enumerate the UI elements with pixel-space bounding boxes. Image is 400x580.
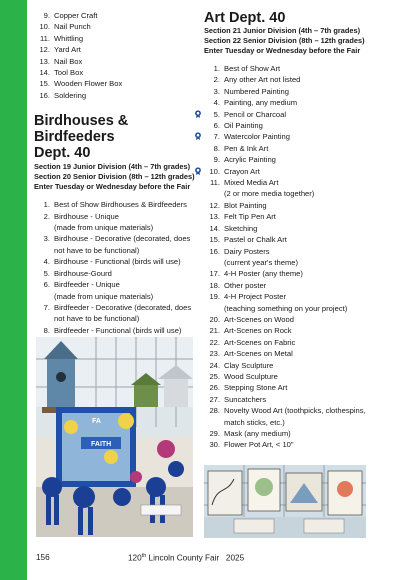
list-item-number: 17.	[209, 269, 220, 279]
list-item-text: Soldering	[54, 90, 87, 100]
list-item	[34, 291, 196, 302]
list-item-text: Flower Pot Art, < 10"	[224, 440, 294, 450]
list-item-number: 10.	[209, 166, 220, 176]
list-item	[34, 313, 196, 324]
list-item-text: Birdhouse - Decorative (decorated, does	[54, 234, 191, 244]
birdhouses-entry-note: Enter Tuesday or Wednesday before the Fair	[34, 182, 191, 192]
list-item-number: 22.	[209, 337, 220, 347]
list-item-number: 1.	[43, 200, 50, 210]
list-item	[204, 325, 394, 336]
list-item-text: Birdfeeder - Decorative (decorated, does	[54, 302, 192, 312]
list-item-text: Yard Art	[54, 45, 81, 55]
list-item-number: 3.	[213, 86, 220, 96]
list-item	[204, 439, 394, 450]
list-item	[204, 154, 394, 165]
list-item-text: (current year's theme)	[224, 257, 299, 267]
list-item-number: 4.	[213, 98, 220, 108]
list-item-text: Birdhouse - Functional (birds will use)	[54, 257, 181, 267]
list-item-number	[34, 222, 54, 233]
list-item-text: Stepping Stone Art	[224, 383, 288, 393]
list-item	[204, 120, 394, 131]
list-item	[204, 337, 394, 348]
list-item-text: Clay Sculpture	[224, 360, 274, 370]
list-item	[204, 86, 394, 97]
list-item	[204, 246, 394, 257]
list-item-text: Wooden Flower Box	[54, 79, 123, 89]
list-item-number	[204, 417, 224, 428]
list-item-number: 5.	[213, 109, 220, 119]
list-item-number: 14.	[39, 68, 50, 78]
list-item	[204, 268, 394, 279]
list-item	[34, 199, 196, 210]
list-item-text: Dairy Posters	[224, 246, 270, 256]
art-entry-note: Enter Tuesday or Wednesday before the Fair	[204, 46, 361, 55]
list-item-number: 25.	[209, 371, 220, 381]
list-item-number: 27.	[209, 394, 220, 404]
list-item-text: Blot Painting	[224, 200, 267, 210]
list-item	[34, 90, 196, 101]
list-item-text: Art-Scenes on Metal	[224, 349, 293, 359]
list-item	[204, 211, 394, 222]
list-item	[34, 21, 196, 32]
list-item	[204, 109, 394, 120]
side-color-bar	[0, 0, 27, 580]
list-item	[34, 233, 196, 244]
list-item-number: 12.	[39, 45, 50, 55]
list-item-number: 16.	[209, 246, 220, 256]
list-item-number	[34, 291, 54, 302]
list-item-text: Wood Sculpture	[224, 371, 278, 381]
list-item-text: Whittling	[54, 33, 84, 43]
list-item	[34, 256, 196, 267]
list-item-number: 6.	[43, 280, 50, 290]
art-division-senior: Section 22 Senior Division (8th – 12th grades)	[204, 36, 365, 45]
list-item-text: Art-Scenes on Rock	[224, 326, 292, 336]
list-item-number: 15.	[209, 235, 220, 245]
birdhouses-division-junior: Section 19 Junior Division (4th – 7th grades)	[34, 162, 191, 172]
birdhouses-title: Birdhouses & Birdfeeders Dept. 40	[34, 113, 129, 162]
list-item-text: Art-Scenes on Fabric	[224, 337, 296, 347]
list-item	[204, 405, 394, 416]
list-item-text: Art-Scenes on Wood	[224, 314, 294, 324]
list-item	[34, 10, 196, 21]
list-item-text: Pastel or Chalk Art	[224, 235, 287, 245]
list-item	[204, 291, 394, 302]
list-item-text: Painting, any medium	[224, 98, 298, 108]
list-item	[34, 33, 196, 44]
list-item-number: 13.	[39, 56, 50, 66]
birdhouse-display-photo	[36, 337, 193, 537]
list-item-text: not have to be functional)	[54, 314, 140, 324]
woodworking-list-continued	[34, 10, 196, 101]
list-item	[204, 257, 394, 268]
list-item-number: 7.	[213, 132, 220, 142]
list-item-text: Watercolor Painting	[224, 132, 290, 142]
list-item-number	[34, 313, 54, 324]
list-item-number: 26.	[209, 383, 220, 393]
list-item-text: (2 or more media together)	[224, 189, 315, 199]
list-item-number: 28.	[209, 406, 220, 416]
list-item-number: 9.	[213, 155, 220, 165]
list-item	[204, 143, 394, 154]
list-item	[204, 223, 394, 234]
list-item	[204, 314, 394, 325]
list-item	[34, 67, 196, 78]
list-item-number: 16.	[39, 90, 50, 100]
list-item	[204, 188, 394, 199]
birdhouses-division-senior: Section 20 Senior Division (8th – 12th grades)	[34, 172, 195, 182]
list-item-number: 19.	[209, 292, 220, 302]
list-item-text: 4-H Poster (any theme)	[224, 269, 303, 279]
list-item-number: 30.	[209, 440, 220, 450]
list-item-text: Copper Craft	[54, 11, 98, 20]
list-item-number: 21.	[209, 326, 220, 336]
list-item	[34, 325, 196, 336]
list-item	[34, 222, 196, 233]
list-item-text: (teaching something on your project)	[224, 303, 348, 313]
list-item-number: 6.	[213, 121, 220, 131]
list-item-text: (made from unique materials)	[54, 291, 154, 301]
list-item	[204, 371, 394, 382]
left-column	[34, 10, 196, 336]
list-item-text: Felt Tip Pen Art	[224, 212, 276, 222]
list-item-text: Oil Painting	[224, 121, 263, 131]
list-item-number: 8.	[43, 325, 50, 335]
list-item-text: Novelty Wood Art (toothpicks, clothespins,	[224, 406, 366, 416]
list-item	[34, 44, 196, 55]
ribbon-faith-label: FAITH	[91, 441, 112, 448]
list-item-text: Birdhouse-Gourd	[54, 268, 112, 278]
list-item	[204, 303, 394, 314]
list-item-text: Crayon Art	[224, 166, 260, 176]
list-item-text: Mask (any medium)	[224, 429, 291, 438]
list-item-number: 11.	[210, 178, 220, 188]
list-item-number: 9.	[43, 11, 50, 20]
list-item	[204, 166, 394, 177]
list-item-number	[34, 245, 54, 256]
list-item	[34, 245, 196, 256]
list-item	[204, 394, 394, 405]
list-item	[204, 63, 394, 74]
list-item-number: 29.	[209, 429, 220, 438]
list-item-number: 8.	[213, 143, 220, 153]
list-item-text: Acrylic Painting	[224, 155, 276, 165]
art-list	[204, 63, 394, 451]
list-item-text: Any other Art not listed	[224, 75, 301, 85]
list-item-number: 10.	[39, 22, 50, 32]
list-item	[204, 417, 394, 428]
list-item	[204, 428, 394, 439]
list-item-number: 5.	[43, 268, 50, 278]
list-item	[204, 348, 394, 359]
list-item-text: not have to be functional)	[54, 245, 140, 255]
list-item-number: 18.	[209, 280, 220, 290]
award-ribbon-icon	[194, 132, 202, 140]
list-item-number: 1.	[213, 64, 220, 73]
birdhouses-list	[34, 199, 196, 336]
list-item-text: 4-H Project Poster	[224, 292, 287, 302]
list-item-text: Other poster	[224, 280, 267, 290]
list-item	[34, 56, 196, 67]
list-item	[34, 268, 196, 279]
birdhouses-section	[34, 113, 196, 336]
list-item-text: Birdfeeder - Functional (birds will use)	[54, 325, 182, 335]
list-item-text: Nail Punch	[54, 22, 91, 32]
art-division-junior: Section 21 Junior Division (4th – 7th grades)	[204, 26, 361, 35]
list-item-text: Pen & Ink Art	[224, 143, 269, 153]
list-item-number: 24.	[209, 360, 220, 370]
list-item-text: Mixed Media Art	[224, 178, 279, 188]
list-item	[204, 382, 394, 393]
list-item-text: Nail Box	[54, 56, 83, 66]
list-item-number: 2.	[213, 75, 220, 85]
list-item-number	[204, 188, 224, 199]
list-item-text: (made from unique materials)	[54, 223, 154, 233]
art-title: Art Dept. 40	[204, 10, 286, 26]
art-display-photo	[204, 465, 366, 538]
list-item-number	[204, 303, 224, 314]
list-item-number: 4.	[43, 257, 50, 267]
list-item	[34, 78, 196, 89]
list-item	[34, 279, 196, 290]
list-item-number: 2.	[43, 211, 50, 221]
list-item-text: Tool Box	[54, 68, 84, 78]
list-item-number: 3.	[43, 234, 50, 244]
list-item-text: match sticks, etc.)	[224, 417, 285, 427]
list-item-text: Sketching	[224, 223, 258, 233]
list-item-text: Best of Show Art	[224, 64, 281, 73]
list-item-number: 7.	[43, 302, 50, 312]
footer-fair-name: 120th Lincoln County Fair 2025	[128, 553, 245, 563]
right-column	[204, 10, 394, 451]
list-item-text: Best of Show Birdhouses & Birdfeeders	[54, 200, 187, 210]
list-item-number: 13.	[209, 212, 220, 222]
ribbon-fa-label: FA	[92, 418, 101, 425]
list-item	[204, 200, 394, 211]
list-item-number: 20.	[209, 314, 220, 324]
list-item-text: Pencil or Charcoal	[224, 109, 287, 119]
list-item-text: Birdfeeder - Unique	[54, 280, 120, 290]
list-item-number	[204, 257, 224, 268]
list-item	[204, 74, 394, 85]
list-item	[34, 211, 196, 222]
award-ribbon-icon	[194, 110, 202, 118]
list-item-text: Birdhouse - Unique	[54, 211, 120, 221]
list-item-number: 12.	[209, 200, 220, 210]
award-ribbon-icon	[194, 167, 202, 175]
list-item	[204, 360, 394, 371]
list-item	[204, 131, 394, 142]
list-item	[204, 177, 394, 188]
list-item-number: 14.	[209, 223, 220, 233]
list-item-number: 23.	[209, 349, 220, 359]
list-item	[204, 280, 394, 291]
list-item-text: Numbered Painting	[224, 86, 290, 96]
list-item-text: Suncatchers	[224, 394, 267, 404]
list-item-number: 15.	[39, 79, 50, 89]
list-item	[204, 97, 394, 108]
list-item-number: 11.	[40, 33, 50, 43]
list-item	[204, 234, 394, 245]
list-item	[34, 302, 196, 313]
page-number: 156	[36, 553, 50, 562]
